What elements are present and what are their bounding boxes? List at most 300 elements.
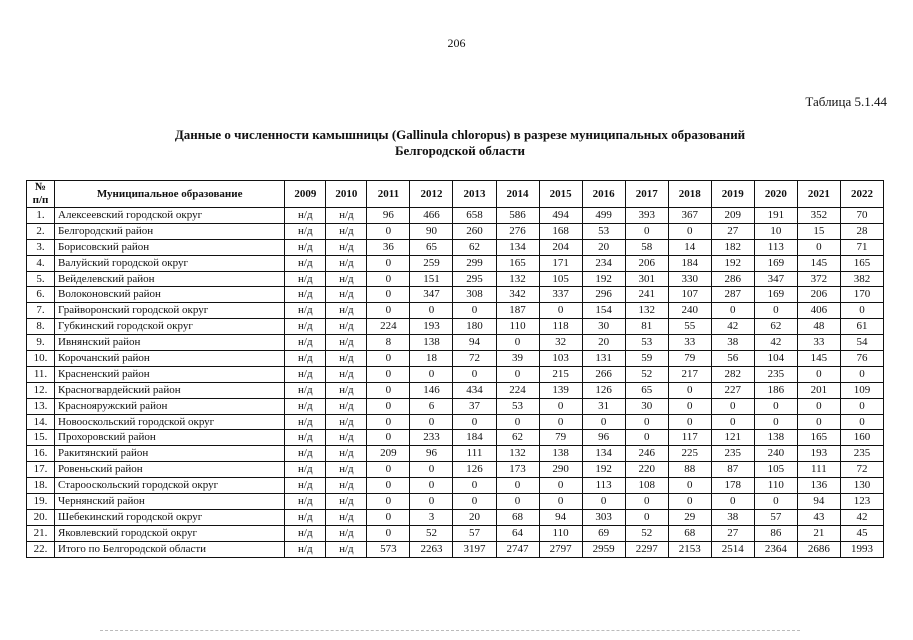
header-number-line-1: № (34, 181, 47, 193)
count-cell: 14 (668, 239, 711, 255)
count-cell: 0 (367, 223, 410, 239)
count-cell: 658 (453, 208, 496, 224)
header-year: 2021 (797, 181, 840, 208)
row-number: 20. (27, 509, 55, 525)
row-number: 9. (27, 335, 55, 351)
row-number: 19. (27, 494, 55, 510)
count-cell: н/д (326, 351, 367, 367)
count-cell: 113 (582, 478, 625, 494)
count-cell: н/д (285, 382, 326, 398)
count-cell: 225 (668, 446, 711, 462)
count-cell: 27 (711, 525, 754, 541)
count-cell: 64 (496, 525, 539, 541)
table-title (120, 127, 800, 159)
count-cell: 301 (625, 271, 668, 287)
count-cell: 352 (797, 208, 840, 224)
count-cell: н/д (285, 525, 326, 541)
count-cell: 0 (840, 398, 883, 414)
count-cell: 201 (797, 382, 840, 398)
count-cell: 31 (582, 398, 625, 414)
count-cell: 0 (453, 494, 496, 510)
row-number: 7. (27, 303, 55, 319)
count-cell: 59 (625, 351, 668, 367)
municipality-name: Вейделевский район (55, 271, 285, 287)
count-cell: 0 (453, 303, 496, 319)
count-cell: н/д (326, 223, 367, 239)
count-cell: 235 (711, 446, 754, 462)
count-cell: 0 (711, 414, 754, 430)
count-cell: н/д (326, 462, 367, 478)
count-cell: 2514 (711, 541, 754, 557)
count-cell: 145 (797, 255, 840, 271)
count-cell: 233 (410, 430, 453, 446)
table-row (27, 398, 884, 414)
count-cell: 259 (410, 255, 453, 271)
count-cell: 0 (367, 494, 410, 510)
table-row (27, 351, 884, 367)
count-cell: 27 (711, 223, 754, 239)
count-cell: н/д (326, 319, 367, 335)
count-cell: 215 (539, 366, 582, 382)
count-cell: 70 (840, 208, 883, 224)
municipality-name: Ракитянский район (55, 446, 285, 462)
count-cell: н/д (326, 287, 367, 303)
count-cell: н/д (326, 366, 367, 382)
table-header-row (27, 181, 884, 208)
population-table (26, 180, 884, 558)
count-cell: н/д (285, 335, 326, 351)
count-cell: 53 (496, 398, 539, 414)
count-cell: 169 (754, 287, 797, 303)
count-cell: н/д (285, 366, 326, 382)
count-cell: 191 (754, 208, 797, 224)
count-cell: 240 (668, 303, 711, 319)
header-municipality: Муниципальное образование (55, 181, 285, 208)
count-cell: 57 (754, 509, 797, 525)
count-cell: 0 (410, 462, 453, 478)
count-cell: 406 (797, 303, 840, 319)
count-cell: 130 (840, 478, 883, 494)
municipality-name: Алексеевский городской округ (55, 208, 285, 224)
count-cell: 136 (797, 478, 840, 494)
count-cell: 180 (453, 319, 496, 335)
count-cell: 0 (754, 414, 797, 430)
header-year: 2017 (625, 181, 668, 208)
count-cell: 2959 (582, 541, 625, 557)
table-row (27, 382, 884, 398)
count-cell: 0 (668, 494, 711, 510)
count-cell: 165 (496, 255, 539, 271)
count-cell: 178 (711, 478, 754, 494)
count-cell: 33 (668, 335, 711, 351)
table-caption: Таблица 5.1.44 (805, 94, 887, 109)
count-cell: 0 (754, 398, 797, 414)
count-cell: 118 (539, 319, 582, 335)
count-cell: 235 (840, 446, 883, 462)
count-cell: 224 (496, 382, 539, 398)
count-cell: 154 (582, 303, 625, 319)
count-cell: 227 (711, 382, 754, 398)
count-cell: н/д (285, 446, 326, 462)
header-year: 2019 (711, 181, 754, 208)
count-cell: 165 (840, 255, 883, 271)
count-cell: 0 (625, 414, 668, 430)
count-cell: 0 (367, 509, 410, 525)
count-cell: 466 (410, 208, 453, 224)
table-row (27, 478, 884, 494)
count-cell: н/д (326, 414, 367, 430)
count-cell: 286 (711, 271, 754, 287)
count-cell: 0 (539, 303, 582, 319)
count-cell: 347 (410, 287, 453, 303)
table-row (27, 303, 884, 319)
count-cell: 0 (367, 366, 410, 382)
count-cell: 139 (539, 382, 582, 398)
count-cell: 3 (410, 509, 453, 525)
table-row (27, 223, 884, 239)
count-cell: 0 (367, 351, 410, 367)
municipality-name: Корочанский район (55, 351, 285, 367)
count-cell: 56 (711, 351, 754, 367)
table-body (27, 208, 884, 558)
count-cell: 0 (410, 478, 453, 494)
count-cell: 103 (539, 351, 582, 367)
count-cell: н/д (285, 223, 326, 239)
header-year: 2015 (539, 181, 582, 208)
count-cell: 0 (367, 414, 410, 430)
count-cell: 187 (496, 303, 539, 319)
count-cell: 20 (582, 239, 625, 255)
count-cell: 0 (711, 398, 754, 414)
count-cell: 235 (754, 366, 797, 382)
count-cell: н/д (326, 525, 367, 541)
count-cell: 138 (539, 446, 582, 462)
count-cell: 0 (367, 525, 410, 541)
header-year: 2011 (367, 181, 410, 208)
count-cell: 62 (496, 430, 539, 446)
count-cell: 393 (625, 208, 668, 224)
count-cell: 3197 (453, 541, 496, 557)
count-cell: 182 (711, 239, 754, 255)
count-cell: 0 (367, 287, 410, 303)
row-number: 2. (27, 223, 55, 239)
count-cell: 0 (668, 414, 711, 430)
table-row (27, 239, 884, 255)
count-cell: 36 (367, 239, 410, 255)
count-cell: 0 (496, 478, 539, 494)
count-cell: 2747 (496, 541, 539, 557)
count-cell: 132 (625, 303, 668, 319)
count-cell: 57 (453, 525, 496, 541)
count-cell: 290 (539, 462, 582, 478)
count-cell: 30 (625, 398, 668, 414)
row-number: 8. (27, 319, 55, 335)
count-cell: 434 (453, 382, 496, 398)
count-cell: 168 (539, 223, 582, 239)
count-cell: 0 (539, 494, 582, 510)
count-cell: 108 (625, 478, 668, 494)
count-cell: 28 (840, 223, 883, 239)
municipality-name: Грайворонский городской округ (55, 303, 285, 319)
row-number: 22. (27, 541, 55, 557)
count-cell: 33 (797, 335, 840, 351)
count-cell: 193 (410, 319, 453, 335)
count-cell: н/д (326, 335, 367, 351)
count-cell: н/д (285, 255, 326, 271)
count-cell: 0 (797, 239, 840, 255)
count-cell: 240 (754, 446, 797, 462)
count-cell: 0 (410, 494, 453, 510)
municipality-name: Валуйский городской округ (55, 255, 285, 271)
count-cell: 42 (840, 509, 883, 525)
count-cell: 134 (496, 239, 539, 255)
count-cell: 0 (539, 478, 582, 494)
count-cell: 0 (367, 271, 410, 287)
count-cell: 0 (625, 430, 668, 446)
count-cell: 2364 (754, 541, 797, 557)
count-cell: 76 (840, 351, 883, 367)
municipality-name: Краснояружский район (55, 398, 285, 414)
municipality-name: Волоконовский район (55, 287, 285, 303)
count-cell: 39 (496, 351, 539, 367)
count-cell: н/д (326, 239, 367, 255)
row-number: 10. (27, 351, 55, 367)
count-cell: 0 (367, 398, 410, 414)
count-cell: 29 (668, 509, 711, 525)
count-cell: 295 (453, 271, 496, 287)
count-cell: 30 (582, 319, 625, 335)
row-number: 12. (27, 382, 55, 398)
count-cell: 193 (797, 446, 840, 462)
count-cell: 38 (711, 509, 754, 525)
count-cell: 0 (840, 366, 883, 382)
count-cell: 0 (539, 398, 582, 414)
count-cell: 109 (840, 382, 883, 398)
row-number: 21. (27, 525, 55, 541)
table-row (27, 494, 884, 510)
count-cell: н/д (285, 271, 326, 287)
count-cell: н/д (326, 255, 367, 271)
count-cell: 0 (797, 366, 840, 382)
count-cell: 0 (754, 494, 797, 510)
count-cell: 126 (453, 462, 496, 478)
header-year: 2016 (582, 181, 625, 208)
count-cell: 55 (668, 319, 711, 335)
page-number: 206 (447, 36, 466, 50)
count-cell: н/д (326, 430, 367, 446)
count-cell: 62 (453, 239, 496, 255)
count-cell: 0 (367, 255, 410, 271)
count-cell: 0 (840, 303, 883, 319)
count-cell: н/д (326, 398, 367, 414)
count-cell: 79 (668, 351, 711, 367)
count-cell: 42 (754, 335, 797, 351)
count-cell: н/д (326, 382, 367, 398)
count-cell: 68 (496, 509, 539, 525)
table-row (27, 287, 884, 303)
count-cell: 62 (754, 319, 797, 335)
table-row (27, 446, 884, 462)
count-cell: 0 (367, 462, 410, 478)
count-cell: 113 (754, 239, 797, 255)
count-cell: н/д (285, 351, 326, 367)
row-number: 1. (27, 208, 55, 224)
municipality-name: Борисовский район (55, 239, 285, 255)
municipality-name: Ивнянский район (55, 335, 285, 351)
count-cell: н/д (326, 271, 367, 287)
row-number: 15. (27, 430, 55, 446)
count-cell: 110 (496, 319, 539, 335)
count-cell: 299 (453, 255, 496, 271)
header-year: 2020 (754, 181, 797, 208)
count-cell: 126 (582, 382, 625, 398)
count-cell: 0 (797, 414, 840, 430)
count-cell: 0 (711, 494, 754, 510)
count-cell: 146 (410, 382, 453, 398)
count-cell: 0 (582, 494, 625, 510)
count-cell: 372 (797, 271, 840, 287)
count-cell: 192 (582, 462, 625, 478)
row-number: 4. (27, 255, 55, 271)
municipality-name: Красненский район (55, 366, 285, 382)
header-year: 2014 (496, 181, 539, 208)
count-cell: 287 (711, 287, 754, 303)
count-cell: 0 (840, 414, 883, 430)
municipality-name: Белгородский район (55, 223, 285, 239)
count-cell: 165 (797, 430, 840, 446)
count-cell: 71 (840, 239, 883, 255)
count-cell: 90 (410, 223, 453, 239)
municipality-name: Старооскольский городской округ (55, 478, 285, 494)
count-cell: 96 (582, 430, 625, 446)
count-cell: 88 (668, 462, 711, 478)
count-cell: н/д (285, 494, 326, 510)
count-cell: 347 (754, 271, 797, 287)
count-cell: 2153 (668, 541, 711, 557)
count-cell: 107 (668, 287, 711, 303)
count-cell: 6 (410, 398, 453, 414)
municipality-name: Чернянский район (55, 494, 285, 510)
count-cell: 20 (453, 509, 496, 525)
table-row (27, 430, 884, 446)
count-cell: 94 (539, 509, 582, 525)
count-cell: 1993 (840, 541, 883, 557)
count-cell: 0 (668, 398, 711, 414)
count-cell: 0 (539, 414, 582, 430)
count-cell: 160 (840, 430, 883, 446)
municipality-name: Яковлевский городской округ (55, 525, 285, 541)
table-row (27, 462, 884, 478)
count-cell: н/д (285, 462, 326, 478)
table-row (27, 319, 884, 335)
count-cell: 184 (668, 255, 711, 271)
count-cell: 68 (668, 525, 711, 541)
count-cell: 132 (496, 446, 539, 462)
row-number: 6. (27, 287, 55, 303)
count-cell: 43 (797, 509, 840, 525)
table-row (27, 255, 884, 271)
count-cell: 0 (582, 414, 625, 430)
header-year: 2010 (326, 181, 367, 208)
count-cell: 0 (496, 366, 539, 382)
count-cell: 105 (754, 462, 797, 478)
count-cell: 86 (754, 525, 797, 541)
count-cell: 21 (797, 525, 840, 541)
table-row (27, 271, 884, 287)
scan-artifact-line (100, 630, 800, 632)
count-cell: 94 (453, 335, 496, 351)
count-cell: 0 (453, 414, 496, 430)
count-cell: 342 (496, 287, 539, 303)
count-cell: 266 (582, 366, 625, 382)
count-cell: 81 (625, 319, 668, 335)
count-cell: 0 (453, 366, 496, 382)
row-number: 13. (27, 398, 55, 414)
count-cell: 72 (840, 462, 883, 478)
count-cell: 192 (711, 255, 754, 271)
count-cell: 58 (625, 239, 668, 255)
count-cell: 586 (496, 208, 539, 224)
count-cell: н/д (285, 478, 326, 494)
count-cell: 96 (367, 208, 410, 224)
count-cell: н/д (285, 541, 326, 557)
count-cell: 105 (539, 271, 582, 287)
count-cell: н/д (285, 208, 326, 224)
row-number: 5. (27, 271, 55, 287)
header-year: 2009 (285, 181, 326, 208)
count-cell: 173 (496, 462, 539, 478)
count-cell: 0 (367, 303, 410, 319)
count-cell: 52 (625, 525, 668, 541)
count-cell: 382 (840, 271, 883, 287)
table-row (27, 541, 884, 557)
count-cell: 111 (797, 462, 840, 478)
header-year: 2018 (668, 181, 711, 208)
header-year: 2012 (410, 181, 453, 208)
header-year: 2022 (840, 181, 883, 208)
count-cell: 52 (410, 525, 453, 541)
count-cell: 134 (582, 446, 625, 462)
count-cell: 123 (840, 494, 883, 510)
count-cell: 20 (582, 335, 625, 351)
count-cell: 296 (582, 287, 625, 303)
count-cell: н/д (285, 239, 326, 255)
title-line-1: Данные о численности камышницы (Gallinula chloropus) в разрезе муниципальных образований (174, 127, 746, 142)
municipality-name: Красногвардейский район (55, 382, 285, 398)
count-cell: 79 (539, 430, 582, 446)
count-cell: 337 (539, 287, 582, 303)
count-cell: 0 (668, 223, 711, 239)
count-cell: н/д (326, 446, 367, 462)
row-number: 16. (27, 446, 55, 462)
count-cell: 111 (453, 446, 496, 462)
count-cell: 0 (668, 382, 711, 398)
count-cell: н/д (326, 208, 367, 224)
count-cell: 0 (367, 478, 410, 494)
count-cell: н/д (326, 541, 367, 557)
table-row (27, 509, 884, 525)
count-cell: 131 (582, 351, 625, 367)
count-cell: 0 (754, 303, 797, 319)
count-cell: 206 (625, 255, 668, 271)
count-cell: 499 (582, 208, 625, 224)
count-cell: 282 (711, 366, 754, 382)
count-cell: 0 (496, 494, 539, 510)
count-cell: 61 (840, 319, 883, 335)
count-cell: 0 (410, 366, 453, 382)
municipality-name: Прохоровский район (55, 430, 285, 446)
count-cell: 42 (711, 319, 754, 335)
